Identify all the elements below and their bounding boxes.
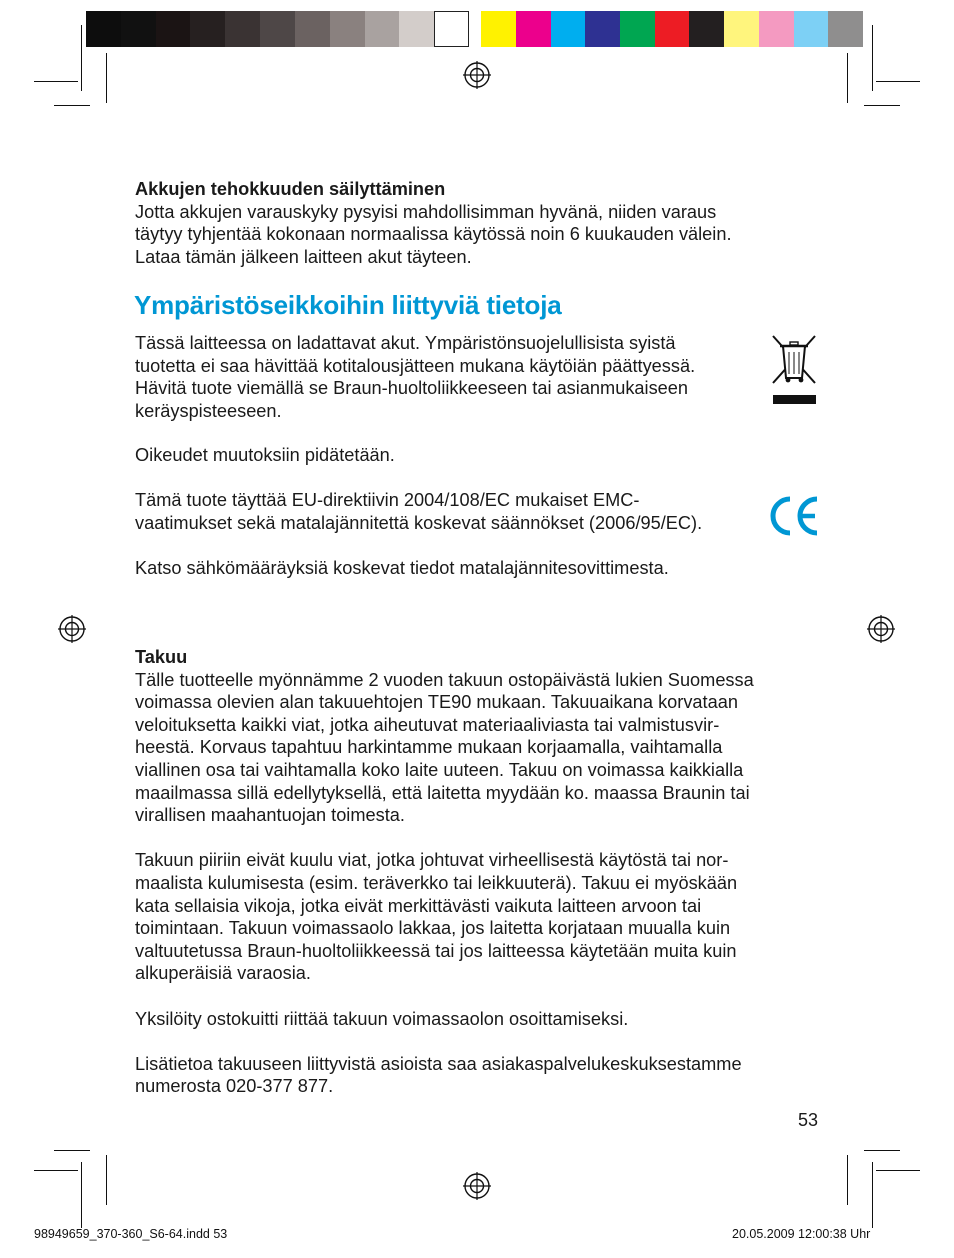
color-swatch bbox=[156, 11, 190, 47]
ce-mark-icon bbox=[768, 494, 822, 538]
warranty-heading: Takuu bbox=[135, 647, 188, 667]
color-swatch bbox=[724, 11, 759, 47]
body-line: vaatimukset sekä matalajännitettä koskevat säännökset (2006/95/EC). bbox=[135, 512, 703, 533]
color-swatch bbox=[655, 11, 689, 47]
body-line: täytyy tyhjentää kokonaan normaalissa käytössä noin 6 kuukauden välein. bbox=[135, 224, 732, 245]
body-line: Yksilöity ostokuitti riittää takuun voimassaolon osoittamiseksi. bbox=[135, 1008, 629, 1029]
body-line: Tämä tuote täyttää EU-direktiivin 2004/108/EC mukaiset EMC- bbox=[135, 490, 640, 510]
color-swatch bbox=[190, 11, 225, 47]
environment-paragraph bbox=[135, 444, 825, 467]
footer-file-info: 98949659_370-360_S6-64.indd 53 bbox=[34, 1227, 228, 1241]
body-line: kata sellaisia vikoja, jotka eivät merkittävästi vaikuta laitteen arvoon tai bbox=[135, 895, 702, 916]
body-line: Katso sähkömääräyksiä koskevat tiedot matalajännitesovittimesta. bbox=[135, 558, 669, 578]
body-line: toimintaan. Takuun voimassaolo lakkaa, jos laitetta korjataan muualla kuin bbox=[135, 918, 731, 939]
process-color-bar bbox=[481, 11, 863, 47]
color-swatch bbox=[260, 11, 295, 47]
crossed-out-wheelie-bin-icon bbox=[770, 334, 818, 406]
color-swatch bbox=[620, 11, 655, 47]
color-swatch bbox=[585, 11, 620, 47]
body-line: veloituksetta kaikki viat, jotka aiheutuvat materiaaliviasta tai valmistusvir- bbox=[135, 714, 720, 735]
color-swatch bbox=[399, 11, 434, 47]
body-line: virallisen maahantuojan toimesta. bbox=[135, 805, 405, 826]
body-line: Takuun piiriin eivät kuulu viat, jotka johtuvat virheellisestä käytöstä tai nor- bbox=[135, 850, 729, 871]
body-line: Lataa tämän jälkeen laitteen akut täyteen. bbox=[135, 246, 472, 267]
body-line: Oikeudet muutoksiin pidätetään. bbox=[135, 445, 395, 465]
body-line: Lisätietoa takuuseen liittyvistä asioista saa asiakaspalvelukeskuksestamme bbox=[135, 1053, 742, 1074]
page-number: 53 bbox=[798, 1110, 819, 1130]
body-line: keräyspisteeseen. bbox=[135, 400, 282, 421]
color-swatch bbox=[481, 11, 516, 47]
color-swatch bbox=[689, 11, 724, 47]
body-line: tuotetta ei saa hävittää kotitalousjätteen mukana käytöiän päättyessä. bbox=[135, 355, 696, 376]
color-swatch bbox=[86, 11, 121, 47]
color-swatch bbox=[434, 11, 469, 47]
color-swatch bbox=[365, 11, 399, 47]
footer-timestamp: 20.05.2009 12:00:38 Uhr bbox=[732, 1227, 871, 1241]
environment-paragraph bbox=[135, 332, 765, 422]
battery-care-section bbox=[135, 178, 825, 268]
registration-mark-icon bbox=[463, 61, 491, 89]
body-line: viallinen osa tai vaihtamalla koko laite uuteen. Takuu on voimassa kaikkialla bbox=[135, 759, 744, 780]
color-swatch bbox=[225, 11, 260, 47]
color-swatch bbox=[330, 11, 365, 47]
battery-care-heading: Akkujen tehokkuuden säilyttäminen bbox=[135, 179, 446, 199]
body-line: voimassa olevien alan takuuehtojen TE90 mukaan. Takuuaikana korvataan bbox=[135, 692, 738, 713]
color-swatch bbox=[759, 11, 794, 47]
grayscale-color-bar bbox=[86, 11, 469, 47]
registration-mark-icon bbox=[58, 615, 86, 643]
color-swatch bbox=[794, 11, 828, 47]
body-line: maalista kulumisesta (esim. teräverkko tai leikkuuterä). Takuu ei myöskään bbox=[135, 872, 738, 893]
registration-mark-icon bbox=[463, 1172, 491, 1200]
color-swatch bbox=[828, 11, 863, 47]
body-line: heestä. Korvaus tapahtuu harkintamme mukaan korjaamalla, vaihtamalla bbox=[135, 737, 723, 758]
environment-section-title: Ympäristöseikkoihin liittyviä tietoja bbox=[134, 290, 562, 320]
body-line: alkuperäisiä varaosia. bbox=[135, 963, 311, 984]
body-line: Tälle tuotteelle myönnämme 2 vuoden takuun ostopäivästä lukien Suomessa bbox=[135, 669, 754, 690]
registration-mark-icon bbox=[867, 615, 895, 643]
body-line: Hävitä tuote viemällä se Braun-huoltoliikkeeseen tai asianmukaiseen bbox=[135, 378, 689, 399]
color-swatch bbox=[295, 11, 330, 47]
environment-paragraph bbox=[135, 557, 825, 580]
color-swatch bbox=[516, 11, 551, 47]
warranty-section bbox=[135, 646, 825, 1098]
environment-paragraph bbox=[135, 489, 765, 534]
color-swatch bbox=[551, 11, 585, 47]
body-line: numerosta 020-377 877. bbox=[135, 1076, 334, 1097]
body-line: maailmassa sillä edellytyksellä, että laitetta myydään ko. maassa Braunin tai bbox=[135, 782, 750, 803]
body-line: valtuutetussa Braun-huoltoliikkeessä tai jos laitteessa käytetään muita kuin bbox=[135, 940, 737, 961]
body-line: Jotta akkujen varauskyky pysyisi mahdollisimman hyvänä, niiden varaus bbox=[135, 201, 717, 222]
body-line: Tässä laitteessa on ladattavat akut. Ympäristönsuojelullisista syistä bbox=[135, 333, 676, 353]
color-swatch bbox=[121, 11, 156, 47]
